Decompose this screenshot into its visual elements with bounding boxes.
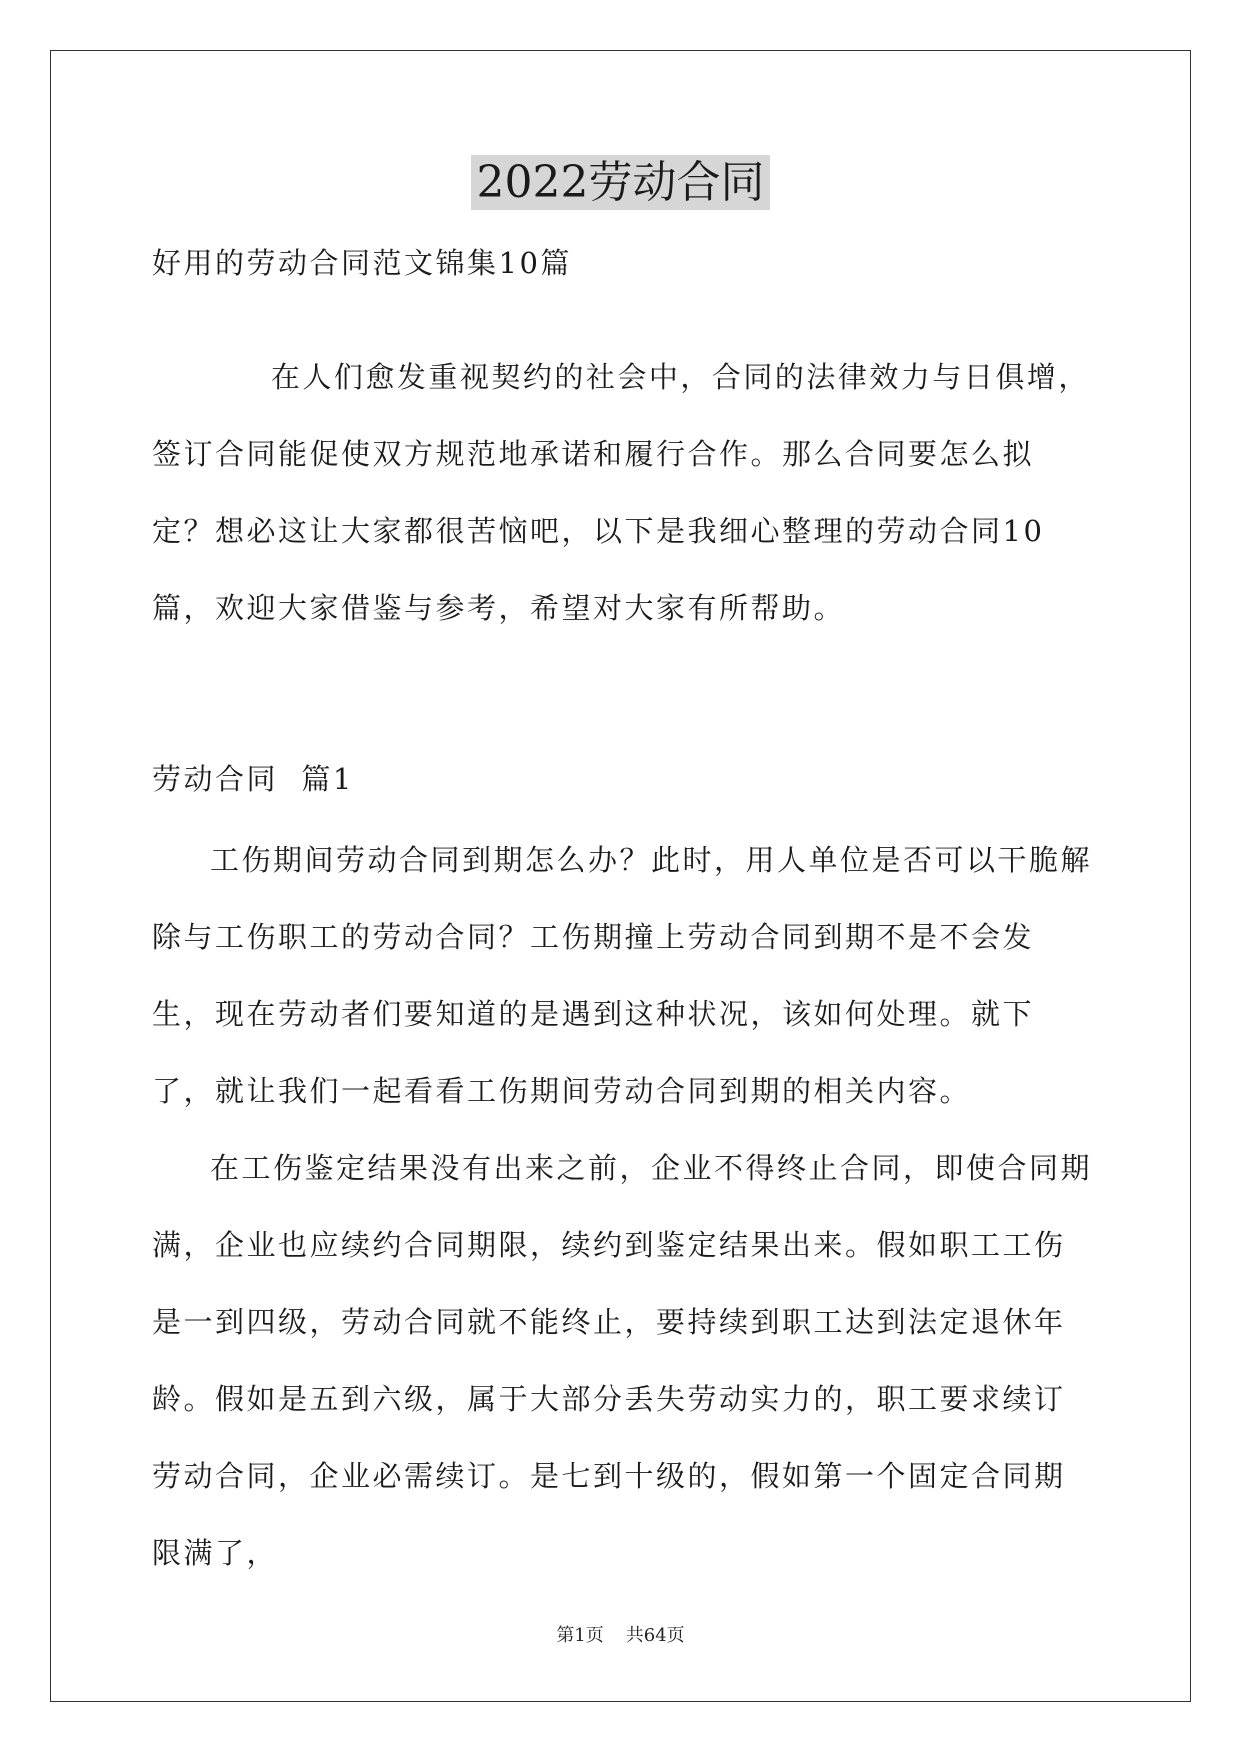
document-subtitle: 好用的劳动合同范文锦集10篇 — [152, 246, 572, 280]
body-paragraph-2: 在工伤鉴定结果没有出来之前，企业不得终止合同，即使合同期满，企业也应续约合同期限，续约到鉴定结果出来。假如职工工伤是一到四级，劳动合同就不能终止，要持续到职工达到法定退休年龄。假如是五到六级，属于大部分丢失劳动实力的，职工要求续订劳动合同，企业必需续订。是七到十级的，假如第一个固定合同期限满了， — [152, 1151, 1093, 1570]
intro-paragraph: 在人们愈发重视契约的社会中，合同的法律效力与日俱增，签订合同能促使双方规范地承诺和履行合作。那么合同要怎么拟定？想必这让大家都很苦恼吧，以下是我细心整理的劳动合同10篇，欢迎大家借鉴与参考，希望对大家有所帮助。 — [152, 360, 1090, 625]
page-number: 第1页 — [556, 1625, 604, 1646]
body-paragraph-1: 工伤期间劳动合同到期怎么办？此时，用人单位是否可以干脆解除与工伤职工的劳动合同？工伤期撞上劳动合同到期不是不会发生，现在劳动者们要知道的是遇到这种状况，该如何处理。就下了，就让我们一起看看工伤期间劳动合同到期的相关内容。 — [152, 843, 1093, 1108]
page-footer — [0, 1624, 1241, 1648]
document-title — [0, 153, 1241, 213]
section-heading: 劳动合同 篇1 — [152, 762, 354, 796]
document-title-text: 2022劳动合同 — [471, 155, 771, 210]
page-total: 共64页 — [625, 1625, 685, 1646]
